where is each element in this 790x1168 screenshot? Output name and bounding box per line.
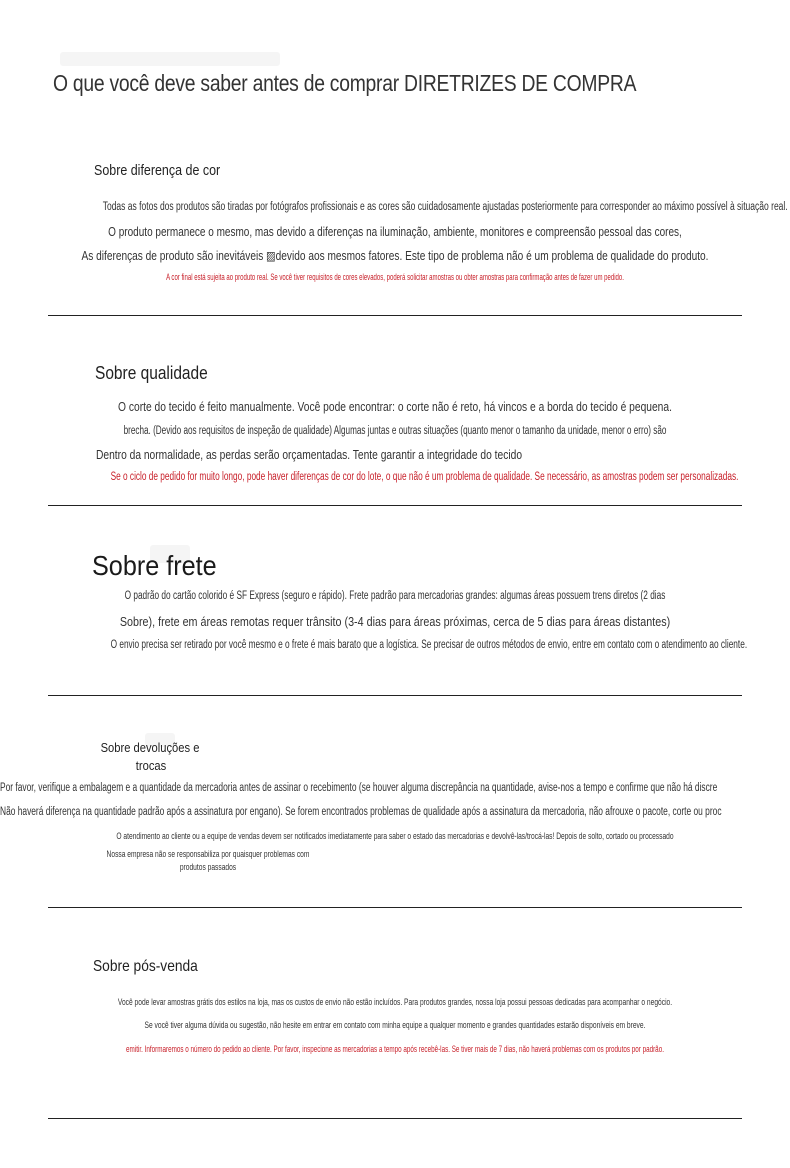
section-divider xyxy=(48,1118,742,1119)
color-section-line: Todas as fotos dos produtos são tiradas por fotógrafos profissionais e as cores são cuidadosamente ajustadas posteriormente para corresponder ao máximo possível à situação real. xyxy=(102,201,788,213)
quality-section-heading: Sobre qualidade xyxy=(95,363,208,383)
quality-section-note: Se o ciclo de pedido for muito longo, pode haver diferenças de cor do lote, o que não é um problema de qualidade. Se necessário, as amostras podem ser personalizadas. xyxy=(110,471,739,483)
shipping-section-line: O envio precisa ser retirado por você mesmo e o frete é mais barato que a logística. Se precisar de outros métodos de envio, entre em contato com o atendimento ao cliente. xyxy=(110,639,748,651)
background-artifact xyxy=(60,52,280,66)
shipping-section-line: Sobre), frete em áreas remotas requer trânsito (3-4 dias para áreas próximas, cerca de 5 dias para áreas distantes) xyxy=(119,615,671,629)
returns-section-line: O atendimento ao cliente ou a equipe de vendas devem ser notificados imediatamente para saber o estado das mercadorias e devolvê-las/trocá-las! Depois de solto, cortado ou processado xyxy=(116,831,674,841)
page-title: O que você deve saber antes de comprar DIRETRIZES DE COMPRA xyxy=(53,70,637,96)
section-divider xyxy=(48,907,742,908)
returns-section-heading: Sobre devoluções e xyxy=(100,740,200,755)
returns-section-line: Por favor, verifique a embalagem e a quantidade da mercadoria antes de assinar o recebimento (se houver alguma discrepância na quantidade, avise-nos a tempo e confirme que não há discre xyxy=(0,782,718,794)
aftersales-section-line: Você pode levar amostras grátis dos estilos na loja, mas os custos de envio não estão incluídos. Para produtos grandes, nossa loja possui pessoas dedicadas para acompanhar o negócio. xyxy=(117,997,673,1007)
returns-section-heading: trocas xyxy=(135,758,167,773)
color-section-line: As diferenças de produto são inevitáveis ▨devido aos mesmos fatores. Este tipo de problema não é um problema de qualidade do produto. xyxy=(81,249,709,263)
aftersales-section-line: emitir. Informaremos o número do pedido ao cliente. Por favor, inspecione as mercadorias a tempo após recebê-las. Se tiver mais de 7 dias, não haverá problemas com os produtos por padrão. xyxy=(126,1044,664,1054)
quality-section-line: brecha. (Devido aos requisitos de inspeção de qualidade) Algumas juntas e outras situações (quanto menor o tamanho da unidade, menor o erro) são xyxy=(123,425,667,437)
returns-section-line: Não haverá diferença na quantidade padrão após a assinatura por engano). Se forem encontrados problemas de qualidade após a assinatura da mercadoria, não afrouxe o pacote, corte ou proc xyxy=(0,806,722,818)
aftersales-section-line: Se você tiver alguma dúvida ou sugestão, não hesite em entrar em contato com minha equipe a qualquer momento e grandes quantidades estarão disponíveis em breve. xyxy=(144,1020,646,1030)
section-divider xyxy=(48,695,742,696)
section-divider xyxy=(48,315,742,316)
color-section-heading: Sobre diferença de cor xyxy=(94,163,221,179)
shipping-section-heading: Sobre frete xyxy=(92,550,217,581)
returns-section-line: produtos passados xyxy=(179,862,237,872)
returns-section-line: Nossa empresa não se responsabiliza por quaisquer problemas com xyxy=(106,849,310,859)
aftersales-section-heading: Sobre pós-venda xyxy=(93,958,198,975)
shipping-section-line: O padrão do cartão colorido é SF Express (seguro e rápido). Frete padrão para mercadorias grandes: algumas áreas possuem trens diretos (2 dias xyxy=(124,590,666,602)
quality-section-line: Dentro da normalidade, as perdas serão orçamentadas. Tente garantir a integridade do tecido xyxy=(96,448,523,462)
color-section-line: O produto permanece o mesmo, mas devido a diferenças na iluminação, ambiente, monitores e compreensão pessoal das cores, xyxy=(108,225,682,239)
color-section-note: A cor final está sujeita ao produto real. Se você tiver requisitos de cores elevados, poderá solicitar amostras ou obter amostras para confirmação antes de fazer um pedido. xyxy=(166,272,624,282)
section-divider xyxy=(48,505,742,506)
quality-section-line: O corte do tecido é feito manualmente. Você pode encontrar: o corte não é reto, há vincos e a borda do tecido é pequena. xyxy=(118,400,672,414)
